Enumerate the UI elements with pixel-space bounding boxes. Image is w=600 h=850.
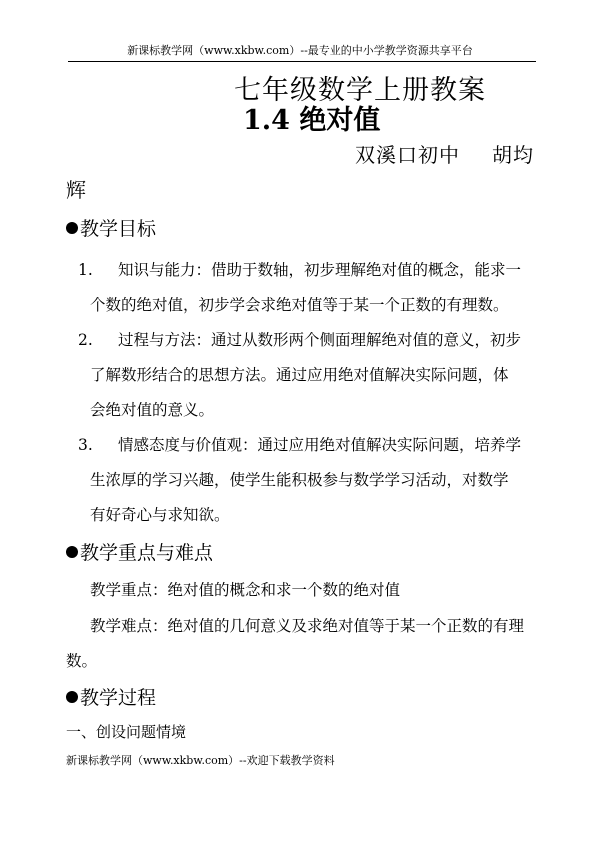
objective-2-text: 过程与方法：通过从数形两个侧面理解绝对值的意义，初步 bbox=[118, 331, 522, 349]
author-line bbox=[355, 140, 534, 170]
objective-2-line1 bbox=[78, 327, 521, 353]
section-process-title: 教学过程 bbox=[80, 687, 157, 709]
key-focus: 教学重点：绝对值的概念和求一个数的绝对值 bbox=[90, 581, 401, 599]
doc-title: 七年级数学上册教案 bbox=[234, 75, 486, 106]
author-school: 双溪口初中 bbox=[355, 143, 460, 167]
bullet-icon bbox=[66, 222, 78, 234]
bullet-icon bbox=[66, 546, 78, 558]
process-subheading-1: 一、创设问题情境 bbox=[66, 723, 187, 741]
objective-1-text: 知识与能力：借助于数轴，初步理解绝对值的概念，能求一 bbox=[118, 261, 522, 279]
objective-3-line2: 生浓厚的学习兴趣，使学生能积极参与数学学习活动，对数学 bbox=[90, 471, 509, 489]
section-process-heading bbox=[66, 683, 156, 713]
objective-3-number: 3. bbox=[78, 436, 93, 454]
objective-2-line2: 了解数形结合的思想方法。通过应用绝对值解决实际问题，体 bbox=[90, 366, 509, 384]
section-keypoints-heading bbox=[66, 538, 213, 568]
lesson-title: 1.4 绝对值 bbox=[243, 105, 381, 136]
objective-2-number: 2. bbox=[78, 331, 93, 349]
objective-1-number: 1. bbox=[78, 261, 93, 279]
objective-3-line1 bbox=[78, 432, 521, 458]
page-header: 新课标教学网（www.xkbw.com）--最专业的中小学教学资源共享平台 bbox=[127, 44, 473, 57]
objective-2-line3: 会绝对值的意义。 bbox=[90, 401, 215, 419]
key-difficulty-line2: 数。 bbox=[66, 652, 98, 670]
bullet-icon bbox=[66, 691, 78, 703]
page-footer: 新课标教学网（www.xkbw.com）--欢迎下载教学资料 bbox=[66, 754, 335, 767]
author-name-part2: 辉 bbox=[66, 178, 86, 202]
objective-1-line1 bbox=[78, 257, 521, 283]
author-name-part1: 胡均 bbox=[492, 143, 534, 167]
section-objectives-heading bbox=[66, 214, 156, 244]
section-keypoints-title: 教学重点与难点 bbox=[80, 542, 214, 564]
objective-3-text: 情感态度与价值观：通过应用绝对值解决实际问题，培养学 bbox=[118, 436, 522, 454]
section-objectives-title: 教学目标 bbox=[80, 218, 157, 240]
objective-1-line2: 个数的绝对值，初步学会求绝对值等于某一个正数的有理数。 bbox=[90, 296, 509, 314]
objective-3-line3: 有好奇心与求知欲。 bbox=[90, 506, 230, 524]
key-difficulty-line1: 教学难点：绝对值的几何意义及求绝对值等于某一个正数的有理 bbox=[90, 617, 525, 635]
header-rule bbox=[68, 61, 536, 62]
